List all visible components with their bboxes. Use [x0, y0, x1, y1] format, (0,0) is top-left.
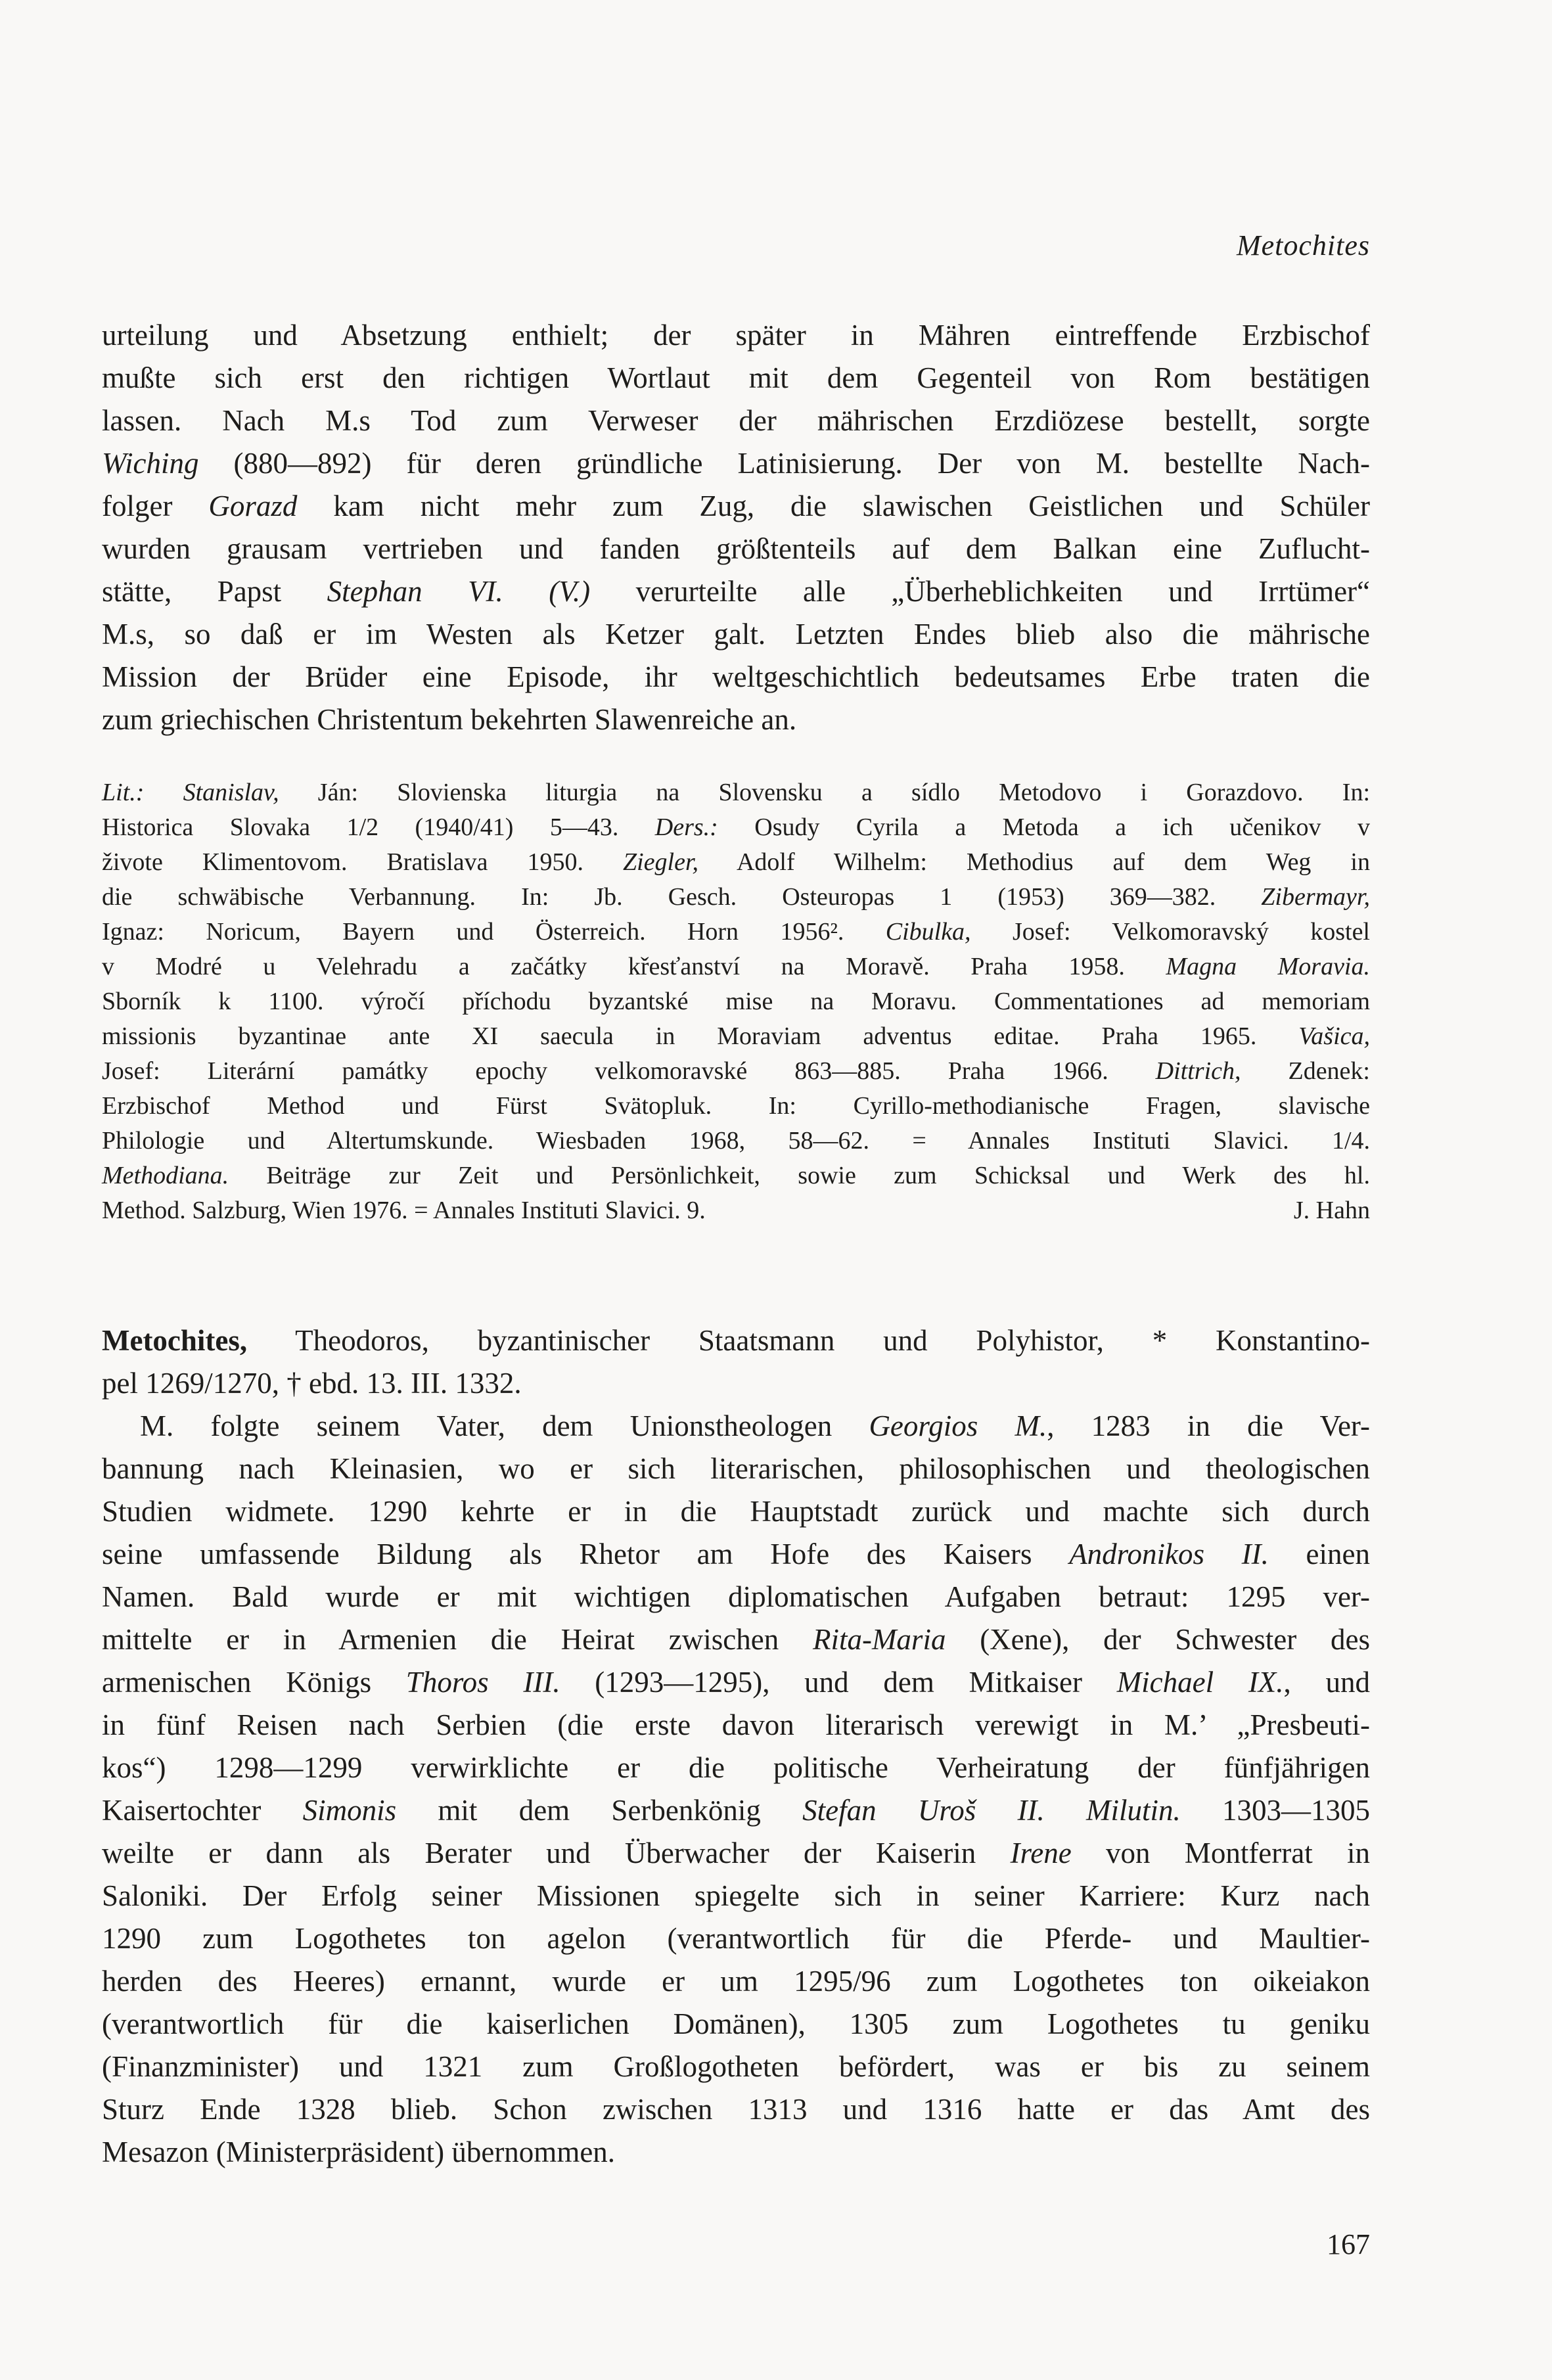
text-line	[102, 1704, 1370, 1747]
body-text: mußte sich erst den richtigen Wortlaut mit dem Gegenteil von Rom bestätigen	[102, 361, 1370, 394]
italic-text: Andronikos II.	[1069, 1538, 1269, 1570]
body-text: (Finanzminister) und 1321 zum Großlogotheten befördert, was er bis zu seinem	[102, 2050, 1370, 2083]
body-text: stätte, Papst	[102, 575, 327, 608]
paragraph-methodius-continuation	[102, 314, 1370, 741]
body-text: Studien widmete. 1290 kehrte er in die Hauptstadt zurück und machte sich durch	[102, 1495, 1370, 1528]
body-text: (880—892) für deren gründliche Latinisierung. Der von M. bestellte Nach-	[198, 447, 1370, 480]
paragraph-entry-metochites-theodoros	[102, 1319, 1370, 2174]
italic-text: Rita-Maria	[812, 1623, 946, 1656]
italic-text: Cibulka,	[885, 918, 971, 946]
body-text: weilte er dann als Berater und Überwacher der Kaiserin	[102, 1837, 1011, 1869]
text-line	[102, 1747, 1370, 1789]
body-text: v Modré u Velehradu a začátky křesťanství na Moravě. Praha 1958.	[102, 953, 1166, 980]
body-text: Zdenek:	[1241, 1057, 1370, 1085]
body-text: bannung nach Kleinasien, wo er sich literarischen, philosophischen und theologischen	[102, 1452, 1370, 1485]
text-line	[102, 656, 1370, 698]
text-line	[102, 1089, 1370, 1124]
text-line	[102, 2088, 1370, 2131]
italic-text: Vašica,	[1298, 1022, 1370, 1050]
body-text: armenischen Königs	[102, 1666, 406, 1699]
body-text: Adolf Wilhelm: Methodius auf dem Weg in	[698, 848, 1370, 876]
text-line	[102, 1576, 1370, 1618]
body-text: zum griechischen Christentum bekehrten Slawenreiche an.	[102, 703, 797, 736]
text-line	[102, 1875, 1370, 1917]
text-line	[102, 1193, 1370, 1228]
body-text: herden des Heeres) ernannt, wurde er um 1295/96 zum Logothetes ton oikeiakon	[102, 1965, 1370, 1998]
text-line	[102, 698, 1370, 741]
text-line	[102, 1917, 1370, 1960]
body-text: Josef: Literární památky epochy velkomoravské 863—885. Praha 1966.	[102, 1057, 1156, 1085]
italic-text: Wiching	[102, 447, 199, 480]
body-text: Mission der Brüder eine Episode, ihr weltgeschichtlich bedeutsames Erbe traten die	[102, 660, 1370, 693]
text-line	[102, 1124, 1370, 1158]
text-line	[102, 2046, 1370, 2088]
italic-text: Stefan Uroš II. Milutin.	[802, 1794, 1181, 1827]
body-text: einen	[1268, 1538, 1370, 1570]
text-line	[102, 357, 1370, 400]
italic-text: Magna Moravia.	[1166, 953, 1370, 980]
text-line	[102, 442, 1370, 485]
body-text: lassen. Nach M.s Tod zum Verweser der mährischen Erzdiözese bestellt, sorgte	[102, 404, 1370, 437]
body-text: seine umfassende Bildung als Rhetor am Hofe des Kaisers	[102, 1538, 1070, 1570]
body-text: mit dem Serbenkönig	[396, 1794, 803, 1827]
text-line	[102, 880, 1370, 915]
body-text: missionis byzantinae ante XI saecula in Moraviam adventus editae. Praha 1965.	[102, 1022, 1299, 1050]
italic-text: Methodiana.	[102, 1162, 229, 1189]
text-line	[102, 400, 1370, 442]
text-line	[102, 1832, 1370, 1875]
body-text: Namen. Bald wurde er mit wichtigen diplomatischen Aufgaben betraut: 1295 ver-	[102, 1580, 1370, 1613]
text-line	[102, 613, 1370, 656]
body-text: M.s, so daß er im Westen als Ketzer galt. Letzten Endes blieb also die mährische	[102, 618, 1370, 651]
italic-text: Dittrich,	[1155, 1057, 1241, 1085]
italic-text: Ziegler,	[623, 848, 699, 876]
body-text: Erzbischof Method und Fürst Svätopluk. In: Cyrillo-methodianische Fragen, slavische	[102, 1092, 1370, 1120]
body-text: 1303—1305	[1180, 1794, 1371, 1827]
body-text: kos“) 1298—1299 verwirklichte er die politische Verheiratung der fünfjährigen	[102, 1751, 1370, 1784]
body-text: (Xene), der Schwester des	[946, 1623, 1370, 1656]
italic-text: Irene	[1010, 1837, 1072, 1869]
text-line	[102, 2003, 1370, 2046]
italic-text: Thoros III.	[405, 1666, 560, 1699]
text-line	[102, 2131, 1370, 2174]
text-line	[102, 314, 1370, 357]
text-line	[102, 1960, 1370, 2003]
italic-text: Lit.: Stanislav,	[102, 779, 279, 806]
text-line	[102, 1019, 1370, 1054]
body-text: die schwäbische Verbannung. In: Jb. Gesch. Osteuropas 1 (1953) 369—382.	[102, 883, 1262, 911]
body-text: Ján: Slovienska liturgia na Slovensku a sídlo Metodovo i Gorazdovo. In:	[279, 779, 1370, 806]
italic-text: Ders.:	[654, 813, 718, 841]
page-number: 167	[1327, 2228, 1370, 2260]
body-text: živote Klimentovom. Bratislava 1950.	[102, 848, 623, 876]
body-text: M. folgte seinem Vater, dem Unionstheologen	[140, 1409, 869, 1442]
body-text: mittelte er in Armenien die Heirat zwischen	[102, 1623, 813, 1656]
text-line	[102, 1533, 1370, 1576]
paragraph-literature	[102, 775, 1370, 1228]
italic-text: Stephan VI. (V.)	[327, 575, 591, 608]
text-line	[102, 845, 1370, 880]
body-text: pel 1269/1270, † ebd. 13. III. 1332.	[102, 1367, 522, 1400]
body-text: , und	[1283, 1666, 1370, 1699]
text-line	[102, 1618, 1370, 1661]
body-text: Josef: Velkomoravský kostel	[970, 918, 1370, 946]
italic-text: Simonis	[302, 1794, 397, 1827]
text-line	[102, 1448, 1370, 1490]
text-line	[102, 950, 1370, 984]
text-line	[102, 915, 1370, 950]
italic-text: Gorazd	[208, 490, 298, 522]
text-line	[102, 1319, 1370, 1362]
body-text: (verantwortlich für die kaiserlichen Domänen), 1305 zum Logothetes tu geniku	[102, 2007, 1370, 2040]
body-text: Saloniki. Der Erfolg seiner Missionen spiegelte sich in seiner Karriere: Kurz nach	[102, 1879, 1370, 1912]
body-text: Philologie und Altertumskunde. Wiesbaden 1968, 58—62. = Annales Instituti Slavici. 1/4.	[102, 1127, 1370, 1155]
body-text: Beiträge zur Zeit und Persönlichkeit, sowie zum Schicksal und Werk des hl.	[229, 1162, 1370, 1189]
body-text: Kaisertochter	[102, 1794, 303, 1827]
text-line	[102, 528, 1370, 570]
body-text: Historica Slovaka 1/2 (1940/41) 5—43.	[102, 813, 655, 841]
body-text: Method. Salzburg, Wien 1976. = Annales Instituti Slavici. 9.	[102, 1197, 706, 1224]
text-line	[102, 1158, 1370, 1193]
body-text: folger	[102, 490, 209, 522]
text-line	[102, 1490, 1370, 1533]
text-line	[102, 1405, 1370, 1448]
body-text: in fünf Reisen nach Serbien (die erste davon literarisch verewigt in M.’ „Presbeuti-	[102, 1708, 1370, 1741]
text-line	[102, 570, 1370, 613]
body-text: Mesazon (Ministerpräsident) übernommen.	[102, 2136, 616, 2168]
italic-text: Zibermayr,	[1261, 883, 1370, 911]
text-line	[102, 984, 1370, 1019]
text-line	[102, 1054, 1370, 1089]
body-text: Sborník k 1100. výročí příchodu byzantské mise na Moravu. Commentationes ad memoriam	[102, 988, 1370, 1015]
italic-text: Michael IX.	[1116, 1666, 1284, 1699]
body-text: kam nicht mehr zum Zug, die slawischen Geistlichen und Schüler	[297, 490, 1371, 522]
text-line	[102, 1362, 1370, 1405]
body-text: urteilung und Absetzung enthielt; der später in Mähren eintreffende Erzbischof	[102, 319, 1370, 352]
body-text: Theodoros, byzantinischer Staatsmann und Polyhistor, * Konstantino-	[247, 1324, 1370, 1357]
running-header: Metochites	[1236, 229, 1370, 262]
author-signature: J. Hahn	[1293, 1197, 1370, 1224]
text-line	[102, 485, 1370, 528]
body-text: von Montferrat in	[1071, 1837, 1371, 1869]
body-text: wurden grausam vertrieben und fanden größtenteils auf dem Balkan eine Zuflucht-	[102, 532, 1370, 565]
text-line	[102, 775, 1370, 810]
body-text: Ignaz: Noricum, Bayern und Österreich. Horn 1956².	[102, 918, 886, 946]
body-text: , 1283 in die Ver-	[1047, 1409, 1370, 1442]
body-text: (1293—1295), und dem Mitkaiser	[560, 1666, 1117, 1699]
text-line	[102, 1661, 1370, 1704]
body-text: Osudy Cyrila a Metoda a ich učenikov v	[718, 813, 1370, 841]
text-line	[102, 810, 1370, 845]
text-line	[102, 1789, 1370, 1832]
body-text: Sturz Ende 1328 blieb. Schon zwischen 1313 und 1316 hatte er das Amt des	[102, 2093, 1370, 2126]
entry-headword: Metochites,	[102, 1324, 248, 1357]
body-text: verurteilte alle „Überheblichkeiten und Irrtümer“	[590, 575, 1370, 608]
italic-text: Georgios M.	[869, 1409, 1047, 1442]
body-text: 1290 zum Logothetes ton agelon (verantwortlich für die Pferde- und Maultier-	[102, 1922, 1370, 1955]
